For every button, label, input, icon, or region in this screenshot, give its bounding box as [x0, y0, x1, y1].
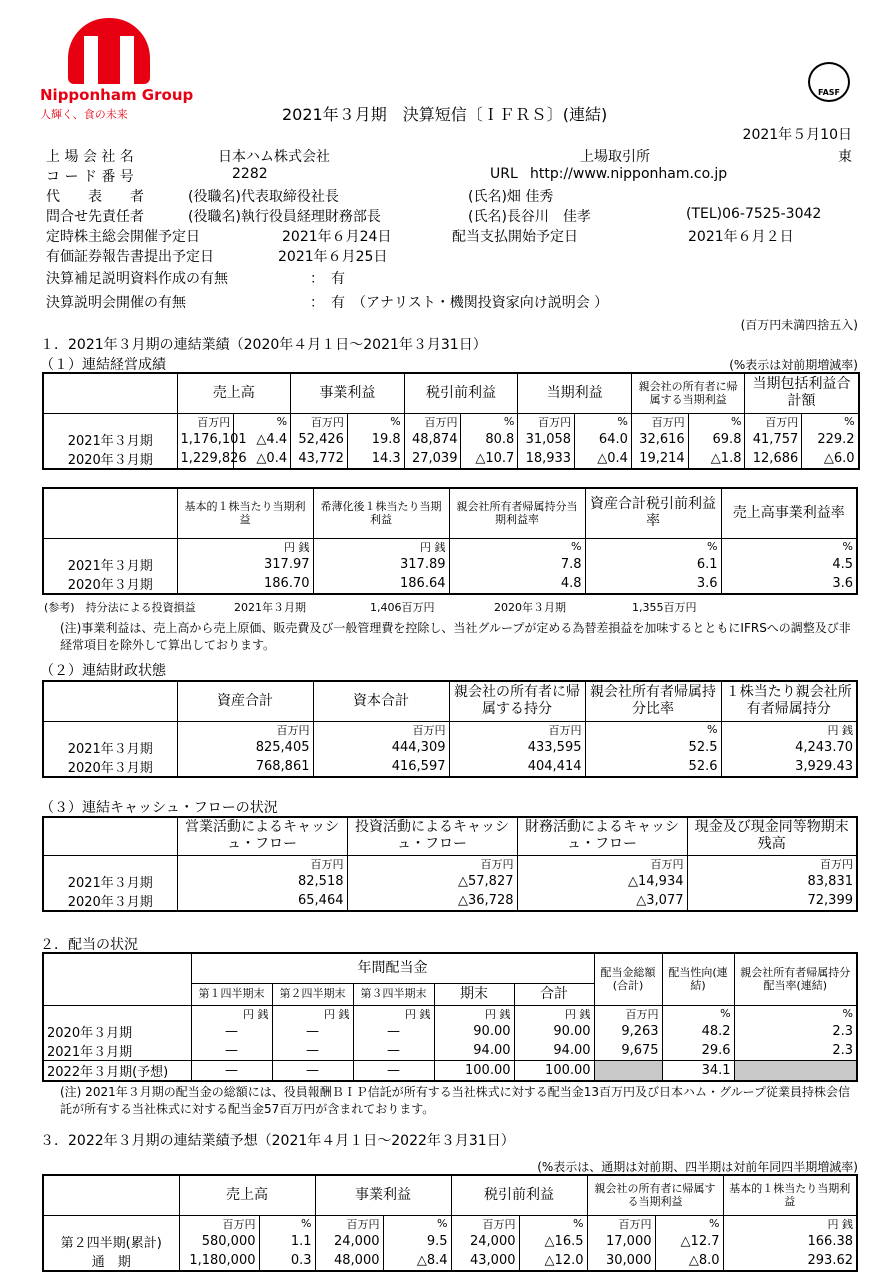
- row-label: 2021年３月期: [43, 430, 177, 449]
- cell-value: 19,214: [631, 449, 688, 469]
- pct-note: (%表示は対前期増減率): [729, 358, 858, 372]
- cell-value: 825,405: [177, 738, 313, 757]
- cell-value: 29.6: [662, 1041, 734, 1061]
- cell-value: 30,000: [587, 1251, 655, 1271]
- row-label: [43, 413, 177, 430]
- forecast-pct-note: (%表示は、通期は対前期、四半期は対前年同四半期増減率): [537, 1160, 858, 1174]
- section-1-2-title: （２）連結財政状態: [40, 663, 166, 679]
- rep-title: (役職名)代表取締役社長: [188, 189, 339, 205]
- row-label: 2020年３月期: [43, 574, 177, 594]
- code: 2282: [232, 166, 268, 182]
- exchange-label: 上場取引所: [580, 149, 650, 165]
- col-header: 営業活動によるキャッシュ・フロー: [177, 817, 347, 855]
- cell-value: 3.6: [721, 574, 857, 594]
- cell-value: 48,000: [315, 1251, 383, 1271]
- table-row: [43, 757, 857, 777]
- cell-value: 1.1: [259, 1232, 315, 1251]
- agm-date: 2021年６月24日: [282, 229, 392, 245]
- cell-value: 9,675: [594, 1041, 662, 1061]
- col-header: 第１四半期末: [191, 983, 272, 1005]
- cell-value: 580,000: [179, 1232, 259, 1251]
- col-header: 親会社所有者帰属持分比率: [585, 681, 721, 721]
- cell-value: 24,000: [315, 1232, 383, 1251]
- cell-value: 3,929.43: [721, 757, 857, 777]
- section-1-title: １．2021年３月期の連結業績（2020年４月１日～2021年３月31日）: [40, 337, 487, 353]
- cell-value: %: [585, 538, 721, 555]
- col-header: 親会社の所有者に帰属する当期利益: [587, 1175, 723, 1215]
- dividend-start-label: 配当支払開始予定日: [452, 229, 578, 245]
- brand-name: Nipponham Group: [40, 86, 194, 104]
- dividend-start-date: 2021年６月２日: [688, 229, 794, 245]
- cell-value: 166.38: [723, 1232, 857, 1251]
- cell-value: 2.3: [734, 1041, 857, 1061]
- unit-row: [43, 413, 859, 430]
- cell-value: △8.4: [383, 1251, 451, 1271]
- row-label: 2020年３月期: [43, 1022, 191, 1041]
- cell-value: 9.5: [383, 1232, 451, 1251]
- cell-value: 円 銭: [191, 1005, 272, 1022]
- company-url[interactable]: http://www.nipponham.co.jp: [530, 166, 728, 182]
- col-header: 期末: [434, 983, 514, 1005]
- table-row: [43, 1060, 857, 1081]
- contact-title: (役職名)執行役員経理財務部長: [188, 209, 381, 225]
- report-date: 2021年５月10日: [742, 127, 852, 143]
- col-header: 事業利益: [315, 1175, 451, 1215]
- col-header: 資産合計税引前利益率: [585, 488, 721, 538]
- cell-value: 31,058: [518, 430, 575, 449]
- cell-value: —: [272, 1022, 353, 1041]
- cell-value: 82,518: [177, 872, 347, 891]
- section-1-3-title: （３）連結キャッシュ・フローの状況: [40, 800, 278, 816]
- table-row: [43, 1232, 857, 1251]
- cell-value: 0.3: [259, 1251, 315, 1271]
- cell-value: 52,426: [291, 430, 348, 449]
- cell-value: 百万円: [177, 413, 234, 430]
- company-label: 上 場 会 社 名: [46, 149, 134, 165]
- row-label: 2021年３月期: [43, 555, 177, 574]
- cell-value: 186.64: [313, 574, 449, 594]
- cell-value: 18,933: [518, 449, 575, 469]
- cell-value: 円 銭: [723, 1215, 857, 1232]
- cell-value: —: [353, 1060, 434, 1081]
- section-3-title: ３．2022年３月期の連結業績予想（2021年４月１日～2022年３月31日）: [40, 1133, 515, 1149]
- cell-value: —: [272, 1060, 353, 1081]
- col-header: 親会社の所有者に帰属する当期利益: [631, 373, 745, 413]
- cell-value: —: [353, 1041, 434, 1061]
- tel: (TEL)06-7525-3042: [686, 206, 822, 222]
- col-header: 税引前利益: [451, 1175, 587, 1215]
- cell-value: %: [519, 1215, 587, 1232]
- col-header: 親会社の所有者に帰属する持分: [449, 681, 585, 721]
- col-header: 税引前利益: [404, 373, 518, 413]
- cell-value: 317.97: [177, 555, 313, 574]
- unit-row: [43, 538, 857, 555]
- cell-value: 17,000: [587, 1232, 655, 1251]
- cell-value: 433,595: [449, 738, 585, 757]
- ref-label: (参考) 持分法による投資損益: [44, 601, 196, 614]
- cell-value: 14.3: [347, 449, 404, 469]
- cell-value: %: [585, 721, 721, 738]
- ref-period-2: 2020年３月期: [494, 601, 566, 614]
- col-header: 希薄化後１株当たり当期利益: [313, 488, 449, 538]
- cell-value: %: [721, 538, 857, 555]
- financial-position-table: [42, 680, 858, 778]
- col-header: 資産合計: [177, 681, 313, 721]
- ref-value-1: 1,406百万円: [370, 601, 435, 614]
- col-header: 事業利益: [291, 373, 405, 413]
- cell-value: 404,414: [449, 757, 585, 777]
- cell-value: —: [272, 1041, 353, 1061]
- cell-value: 円 銭: [514, 1005, 594, 1022]
- cell-value: △4.4: [234, 430, 291, 449]
- cell-value: 2.3: [734, 1022, 857, 1041]
- cell-value: 百万円: [177, 855, 347, 872]
- cell-value: 90.00: [434, 1022, 514, 1041]
- unit-row: [43, 855, 857, 872]
- cell-value: 83,831: [687, 872, 857, 891]
- cell-value: 百万円: [745, 413, 802, 430]
- cell-value: △0.4: [575, 449, 632, 469]
- row-label: 2020年３月期: [43, 449, 177, 469]
- cell-value: 32,616: [631, 430, 688, 449]
- exchange: 東: [838, 149, 852, 165]
- col-header: 資本合計: [313, 681, 449, 721]
- cell-value: 百万円: [291, 413, 348, 430]
- cell-value: %: [662, 1005, 734, 1022]
- table-row: [43, 1041, 857, 1061]
- cell-value: 4,243.70: [721, 738, 857, 757]
- cell-value: 100.00: [514, 1060, 594, 1081]
- contact-label: 問合せ先責任者: [46, 209, 144, 225]
- cell-value: △0.4: [234, 449, 291, 469]
- cell-value: %: [259, 1215, 315, 1232]
- cell-value: 48,874: [404, 430, 461, 449]
- row-label: 第２四半期(累計): [43, 1232, 179, 1251]
- briefing-value: ： 有 （アナリスト・機関投資家向け説明会 ）: [310, 295, 609, 311]
- section-2-title: ２．配当の状況: [40, 937, 138, 953]
- cell-value: [734, 1060, 857, 1081]
- cell-value: 百万円: [177, 721, 313, 738]
- cell-value: 9,263: [594, 1022, 662, 1041]
- row-label: 2020年３月期: [43, 757, 177, 777]
- col-header: 合計: [514, 983, 594, 1005]
- row-label: 2020年３月期: [43, 891, 177, 911]
- cell-value: —: [191, 1022, 272, 1041]
- cell-value: △10.7: [461, 449, 518, 469]
- cell-value: 43,772: [291, 449, 348, 469]
- cell-value: %: [655, 1215, 723, 1232]
- cell-value: △36,728: [347, 891, 517, 911]
- cell-value: 4.5: [721, 555, 857, 574]
- cell-value: %: [234, 413, 291, 430]
- url-label: URL: [490, 166, 518, 182]
- row-label: 2021年３月期: [43, 872, 177, 891]
- row-label: [43, 721, 177, 738]
- cell-value: %: [734, 1005, 857, 1022]
- unit-row: [43, 1005, 857, 1022]
- cell-value: %: [449, 538, 585, 555]
- col-header: 売上高: [177, 373, 291, 413]
- briefing-label: 決算説明会開催の有無: [46, 295, 186, 311]
- cell-value: △1.8: [688, 449, 745, 469]
- cell-value: 百万円: [631, 413, 688, 430]
- report-label: 有価証券報告書提出予定日: [46, 249, 214, 265]
- cell-value: 百万円: [449, 721, 585, 738]
- company-name: 日本ハム株式会社: [218, 149, 330, 165]
- cell-value: 94.00: [434, 1041, 514, 1061]
- table-row: [43, 872, 857, 891]
- cell-value: %: [461, 413, 518, 430]
- business-profit-note: (注)事業利益は、売上高から売上原価、販売費及び一般管理費を控除し、当社グループが定める為替差損益を加味するとともにIFRSへの調整及び非経常項目を除外して算出しております。: [60, 621, 851, 652]
- cell-value: 100.00: [434, 1060, 514, 1081]
- row-label: 2021年３月期: [43, 738, 177, 757]
- rep-label: 代 表 者: [46, 189, 144, 205]
- supplementary-label: 決算補足説明資料作成の有無: [46, 271, 228, 287]
- unit-row: [43, 1215, 857, 1232]
- table-row: [43, 430, 859, 449]
- forecast-table: [42, 1174, 858, 1272]
- col-header: 財務活動によるキャッシュ・フロー: [517, 817, 687, 855]
- cell-value: 94.00: [514, 1041, 594, 1061]
- cell-value: 229.2: [802, 430, 859, 449]
- dividend-table: [42, 952, 858, 1082]
- col-header: 親会社所有者帰属持分当期利益率: [449, 488, 585, 538]
- table-row: [43, 555, 857, 574]
- page-title: 2021年３月期 決算短信〔ＩＦＲＳ〕(連結): [282, 105, 608, 124]
- cell-value: 52.5: [585, 738, 721, 757]
- fasf-badge-icon: FASF: [808, 62, 850, 102]
- cell-value: 186.70: [177, 574, 313, 594]
- table-row: [43, 738, 857, 757]
- annual-dividend-header: 年間配当金: [191, 953, 594, 983]
- cell-value: 293.62: [723, 1251, 857, 1271]
- cell-value: %: [575, 413, 632, 430]
- cell-value: 百万円: [517, 855, 687, 872]
- cell-value: %: [347, 413, 404, 430]
- col-header: 基本的１株当たり当期利益: [723, 1175, 857, 1215]
- per-share-table: [42, 487, 858, 595]
- section-1-1-title: （１）連結経営成績: [40, 357, 166, 373]
- cell-value: 百万円: [315, 1215, 383, 1232]
- cell-value: △16.5: [519, 1232, 587, 1251]
- cell-value: 416,597: [313, 757, 449, 777]
- table-row: [43, 449, 859, 469]
- row-label: [43, 1215, 179, 1232]
- cell-value: —: [353, 1022, 434, 1041]
- cell-value: 百万円: [687, 855, 857, 872]
- code-label: コ ー ド 番 号: [46, 169, 134, 185]
- cell-value: 48.2: [662, 1022, 734, 1041]
- cell-value: 43,000: [451, 1251, 519, 1271]
- nipponham-logo: [40, 18, 194, 121]
- operating-results-table: [42, 372, 860, 470]
- table-row: [43, 1251, 857, 1271]
- cell-value: 1,180,000: [179, 1251, 259, 1271]
- cell-value: 768,861: [177, 757, 313, 777]
- cell-value: 72,399: [687, 891, 857, 911]
- cell-value: 64.0: [575, 430, 632, 449]
- cell-value: △6.0: [802, 449, 859, 469]
- cell-value: 4.8: [449, 574, 585, 594]
- col-header: 売上高事業利益率: [721, 488, 857, 538]
- row-label: [43, 855, 177, 872]
- cell-value: 444,309: [313, 738, 449, 757]
- row-label: [43, 1005, 191, 1022]
- col-header: 投資活動によるキャッシュ・フロー: [347, 817, 517, 855]
- cell-value: 52.6: [585, 757, 721, 777]
- cell-value: —: [191, 1060, 272, 1081]
- cell-value: 百万円: [451, 1215, 519, 1232]
- cell-value: 3.6: [585, 574, 721, 594]
- cell-value: 円 銭: [353, 1005, 434, 1022]
- cell-value: △3,077: [517, 891, 687, 911]
- col-header: 基本的１株当たり当期利益: [177, 488, 313, 538]
- col-header: 第２四半期末: [272, 983, 353, 1005]
- row-label: 2021年３月期: [43, 1041, 191, 1061]
- ref-period-1: 2021年３月期: [234, 601, 306, 614]
- cell-value: 百万円: [179, 1215, 259, 1232]
- col-header: 現金及び現金同等物期末残高: [687, 817, 857, 855]
- row-label: [43, 538, 177, 555]
- cell-value: 12,686: [745, 449, 802, 469]
- cell-value: 317.89: [313, 555, 449, 574]
- cell-value: %: [688, 413, 745, 430]
- contact-name: (氏名)長谷川 佳孝: [468, 209, 591, 225]
- cell-value: 円 銭: [313, 538, 449, 555]
- table-row: [43, 574, 857, 594]
- cash-flow-table: [42, 816, 858, 912]
- cell-value: 円 銭: [177, 538, 313, 555]
- cell-value: 6.1: [585, 555, 721, 574]
- cell-value: △8.0: [655, 1251, 723, 1271]
- rep-name: (氏名)畑 佳秀: [468, 189, 554, 205]
- agm-label: 定時株主総会開催予定日: [46, 229, 200, 245]
- brand-tagline: 人輝く、食の未来: [40, 108, 128, 121]
- cell-value: 65,464: [177, 891, 347, 911]
- cell-value: △12.0: [519, 1251, 587, 1271]
- cell-value: 27,039: [404, 449, 461, 469]
- cell-value: 19.8: [347, 430, 404, 449]
- cell-value: 百万円: [518, 413, 575, 430]
- rounding-note: (百万円未満四捨五入): [740, 318, 858, 332]
- col-header: 第３四半期末: [353, 983, 434, 1005]
- table-row: [43, 891, 857, 911]
- table-row: [43, 1022, 857, 1041]
- row-label: 2022年３月期(予想): [43, 1060, 191, 1081]
- cell-value: 百万円: [404, 413, 461, 430]
- cell-value: △57,827: [347, 872, 517, 891]
- col-header: 売上高: [179, 1175, 315, 1215]
- cell-value: [594, 1060, 662, 1081]
- col-header: 当期包括利益合計額: [745, 373, 859, 413]
- cell-value: 69.8: [688, 430, 745, 449]
- cell-value: 円 銭: [721, 721, 857, 738]
- dividend-note: (注) 2021年３月期の配当金の総額には、役員報酬ＢＩＰ信託が所有する当社株式に対する配当金13百万円及び日本ハム・グループ従業員持株会信託が所有する当社株式に対する配当金57百万円が含まれております。: [60, 1085, 851, 1116]
- col-header: １株当たり親会社所有者帰属持分: [721, 681, 857, 721]
- ref-value-2: 1,355百万円: [632, 601, 697, 614]
- report-date-value: 2021年６月25日: [278, 249, 388, 265]
- cell-value: 1,176,101: [177, 430, 234, 449]
- cell-value: 百万円: [587, 1215, 655, 1232]
- cell-value: 41,757: [745, 430, 802, 449]
- cell-value: 円 銭: [434, 1005, 514, 1022]
- col-header: 当期利益: [518, 373, 632, 413]
- cell-value: 百万円: [347, 855, 517, 872]
- col-header: 配当金総額(合計): [594, 953, 662, 1005]
- cell-value: 90.00: [514, 1022, 594, 1041]
- cell-value: 円 銭: [272, 1005, 353, 1022]
- cell-value: 80.8: [461, 430, 518, 449]
- row-label: 通 期: [43, 1251, 179, 1271]
- nh-mark-icon: [68, 18, 150, 84]
- cell-value: 百万円: [594, 1005, 662, 1022]
- col-header: 親会社所有者帰属持分配当率(連結): [734, 953, 857, 1005]
- cell-value: 24,000: [451, 1232, 519, 1251]
- cell-value: 34.1: [662, 1060, 734, 1081]
- col-header: 配当性向(連結): [662, 953, 734, 1005]
- cell-value: %: [383, 1215, 451, 1232]
- cell-value: 1,229,826: [177, 449, 234, 469]
- cell-value: 7.8: [449, 555, 585, 574]
- cell-value: 百万円: [313, 721, 449, 738]
- supplementary-value: ： 有: [310, 271, 345, 287]
- cell-value: %: [802, 413, 859, 430]
- unit-row: [43, 721, 857, 738]
- cell-value: △12.7: [655, 1232, 723, 1251]
- cell-value: —: [191, 1041, 272, 1061]
- cell-value: △14,934: [517, 872, 687, 891]
